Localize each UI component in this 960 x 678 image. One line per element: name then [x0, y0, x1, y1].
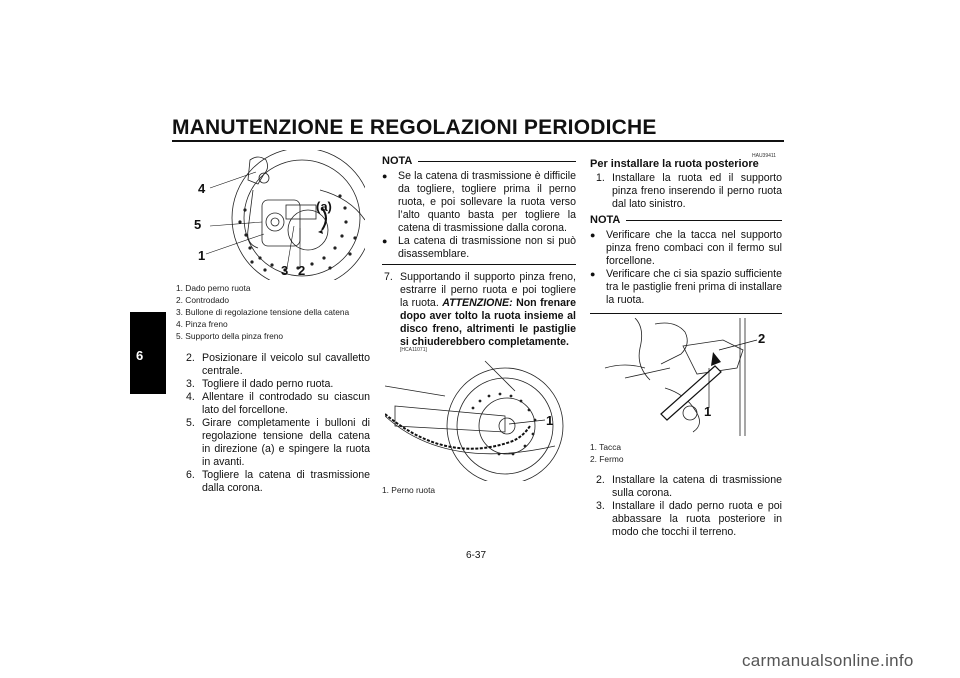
step-text: Posizionare il veicolo sul cavalletto centrale. — [202, 352, 370, 377]
steps-left — [186, 352, 370, 495]
right-steps — [596, 474, 782, 539]
bullet-icon: ● — [590, 269, 596, 279]
page-title: MANUTENZIONE E REGOLAZIONI PERIODICHE — [172, 116, 657, 139]
caption-line: 1. Perno ruota — [382, 485, 436, 495]
attention-text: Non frenare dopo aver tolto la ruota insieme al disco freno, altrimenti le pastiglie si chiuderebbero completamente. — [400, 297, 576, 348]
section-heading: Per installare la ruota posteriore — [590, 158, 759, 170]
figure3-caption — [590, 441, 624, 465]
title-rule — [172, 140, 784, 142]
step-text: Supportando il supporto pinza freno, estrarre il perno ruota e poi togliere la ruota. — [400, 271, 576, 309]
nota-block-2 — [590, 214, 782, 307]
step-item — [596, 474, 782, 500]
step-number: 7. — [384, 271, 393, 283]
step-number: 4. — [186, 391, 195, 403]
step-number: 2. — [186, 352, 195, 364]
attention-label: ATTENZIONE: — [442, 297, 513, 309]
caption-line: 3. Bullone di regolazione tensione della catena — [176, 307, 350, 317]
nota-bullet — [590, 229, 782, 268]
step-text: Installare il dado perno ruota e poi abbassare la ruota posteriore in modo che tocchi il terreno. — [612, 500, 782, 538]
step-text: Allentare il controdado su ciascun lato del forcellone. — [202, 391, 370, 416]
step-item — [186, 391, 370, 417]
figure-rear-wheel — [385, 356, 565, 481]
nota-heading-label: NOTA — [382, 155, 413, 167]
bullet-icon: ● — [590, 230, 596, 240]
step-number: 3. — [186, 378, 195, 390]
callout-5: 5 — [194, 217, 202, 232]
right-step-1 — [596, 172, 782, 211]
figure-caliper-notch — [595, 318, 780, 436]
nota-heading — [382, 155, 576, 167]
nota-bullet-text: Verificare che ci sia spazio sufficiente tra le pastiglie freni prima di installare la ruota. — [606, 268, 782, 306]
caption-line: 1. Dado perno ruota — [176, 283, 251, 293]
caution-code: [HCA11071] — [400, 347, 427, 353]
nota-heading-label: NOTA — [590, 214, 621, 226]
nota-heading — [590, 214, 782, 226]
step-item — [186, 352, 370, 378]
step-text: Installare la ruota ed il supporto pinza freno inserendo il perno ruota dal lato sinistro. — [612, 172, 782, 210]
callout-2: 2 — [298, 263, 306, 278]
step-text: Togliere la catena di trasmissione dalla corona. — [202, 469, 370, 494]
watermark: carmanualsonline.info — [742, 651, 914, 670]
nota-heading-rule — [418, 161, 576, 162]
figure-caliper-adjuster-drawing — [190, 150, 365, 280]
caption-line: 2. Controdado — [176, 295, 230, 305]
figure-rear-wheel-drawing — [385, 356, 565, 481]
step-number: 5. — [186, 417, 195, 429]
nota-bullet — [382, 235, 576, 261]
figure-caliper-notch-drawing — [595, 318, 780, 436]
nota-bullet-text: Verificare che la tacca nel supporto pinza freno combaci con il fermo sul forcellone. — [606, 229, 782, 267]
nota-bullet-text: Se la catena di trasmissione è difficile da togliere, togliere prima il perno ruota, e poi sollevare la ruota verso l’alto quanto basta per togliere la catena di trasmissione dalla corona. — [398, 170, 576, 234]
step-item — [186, 469, 370, 495]
callout-1: 1 — [546, 413, 554, 428]
step-number: 6. — [186, 469, 195, 481]
caption-line: 5. Supporto della pinza freno — [176, 331, 284, 341]
step-text: Togliere il dado perno ruota. — [202, 378, 334, 390]
callout-2: 2 — [758, 331, 766, 346]
bullet-icon: ● — [382, 171, 388, 181]
caption-line: 4. Pinza freno — [176, 319, 228, 329]
nota-end-rule — [590, 313, 782, 314]
callout-4: 4 — [198, 181, 206, 196]
figure2-caption — [382, 484, 435, 496]
figure-caliper-adjuster — [190, 150, 365, 280]
step-7 — [384, 271, 576, 349]
step-number: 2. — [596, 474, 605, 486]
nota-block-1 — [382, 155, 576, 261]
nota-heading-rule — [626, 220, 782, 221]
step-number: 3. — [596, 500, 605, 512]
nota-bullet-text: La catena di trasmissione non si può disassemblare. — [398, 235, 576, 260]
nota-bullet — [590, 268, 782, 307]
nota-bullet — [382, 170, 576, 235]
figure1-caption — [176, 282, 371, 342]
callout-a: (a) — [316, 199, 332, 214]
caption-line: 1. Tacca — [590, 442, 622, 452]
callout-3: 3 — [281, 263, 289, 278]
nota-end-rule — [382, 264, 576, 265]
callout-1: 1 — [198, 248, 206, 263]
step-text: Installare la catena di trasmissione sulla corona. — [612, 474, 782, 499]
section-code: HAU39411 — [752, 153, 777, 159]
page-number: 6-37 — [466, 550, 487, 561]
chapter-tab-label: 6 — [136, 348, 144, 363]
bullet-icon: ● — [382, 236, 388, 246]
step-item — [186, 378, 370, 391]
step-number: 1. — [596, 172, 605, 184]
step-item — [596, 500, 782, 539]
chapter-tab — [130, 312, 166, 394]
step-item — [186, 417, 370, 469]
step-text: Girare completamente i bulloni di regolazione tensione della catena in direzione (a) e spingere la ruota in avanti. — [202, 417, 370, 468]
callout-1: 1 — [704, 404, 712, 419]
caption-line: 2. Fermo — [590, 454, 624, 464]
